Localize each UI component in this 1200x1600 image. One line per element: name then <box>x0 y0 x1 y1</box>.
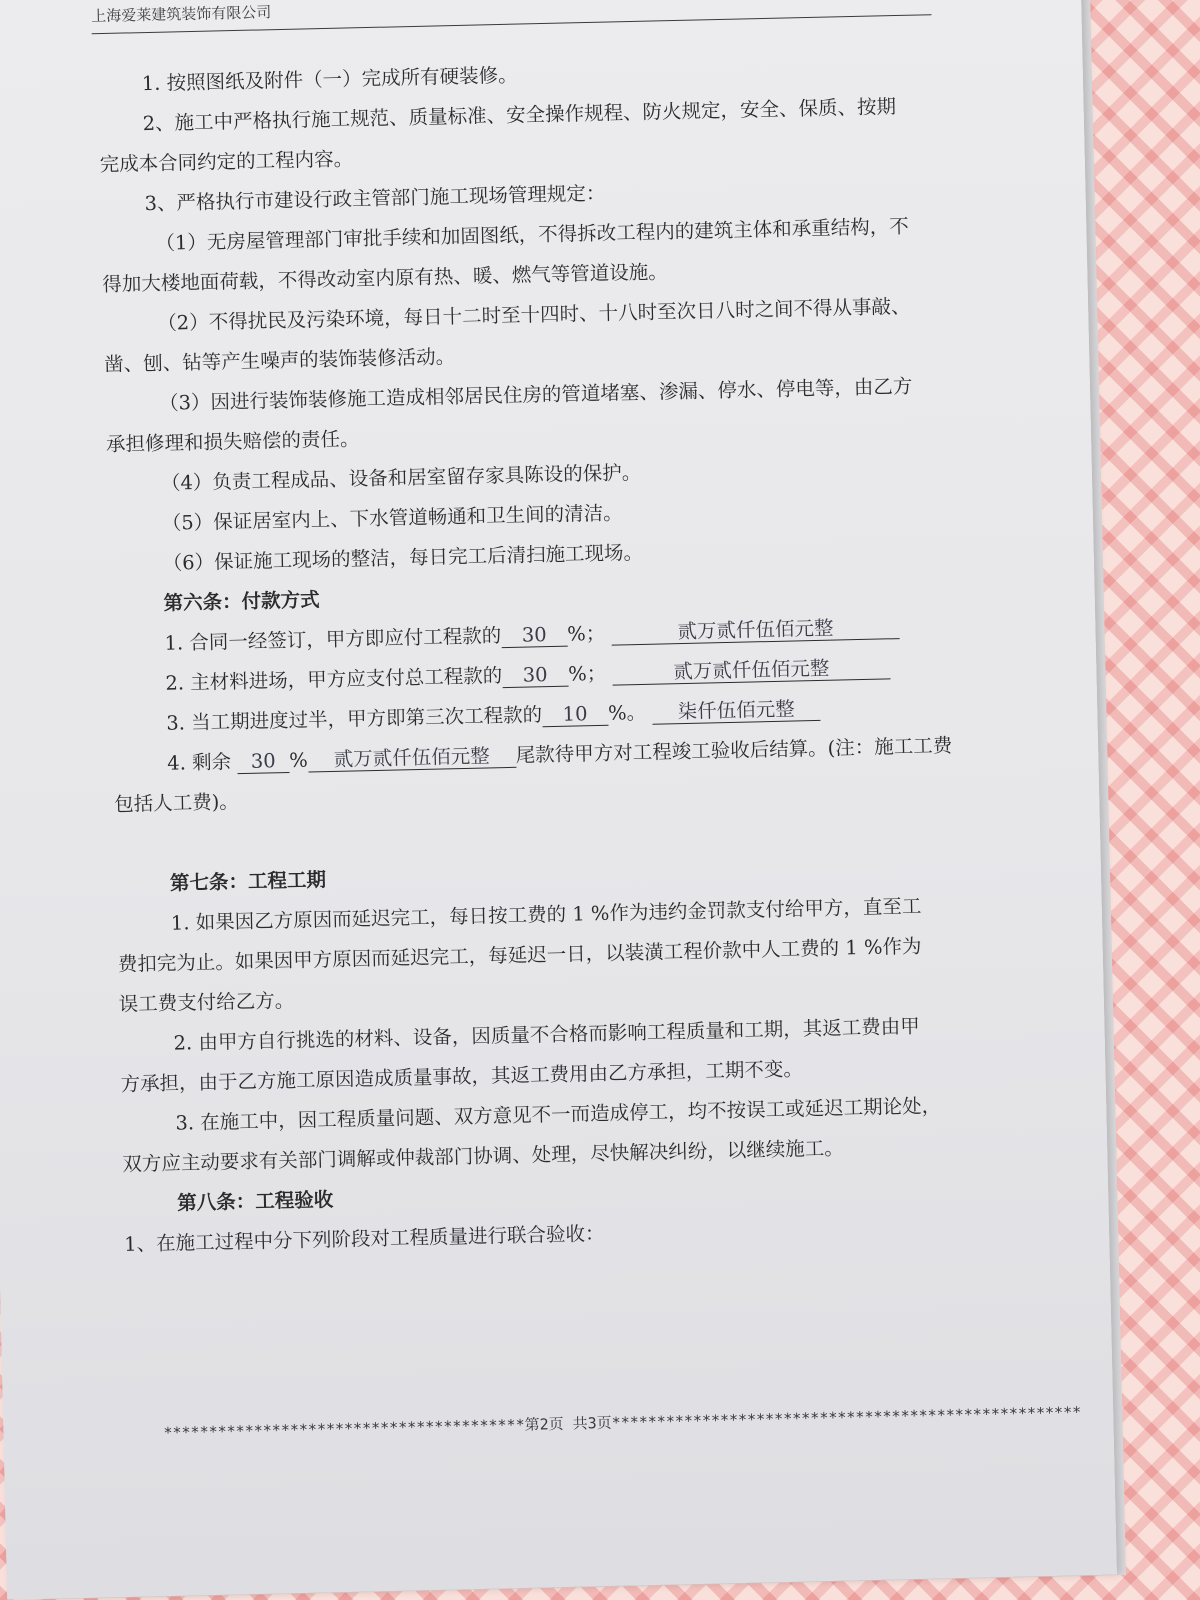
payment-row-4-unit: % <box>288 748 309 772</box>
sub-item-1-cont: 得加大楼地面荷载，不得改动室内原有热、暖、燃气等管道设施。 <box>102 260 669 297</box>
company-header: 上海爱莱建筑装饰有限公司 <box>91 3 272 26</box>
payment-row-4-cont: 包括人工费)。 <box>113 790 240 816</box>
acceptance-heading: 第八条：工程验收 <box>176 1188 334 1215</box>
schedule-para-1: 1. 如果因乙方原因而延迟完工，每日按工费的 1 %作为违约金罚款支付给甲方，直至工 <box>170 894 922 935</box>
schedule-para-3: 3. 在施工中，因工程质量问题、双方意见不一而造成停工，均不按误工或延迟工期论处， <box>175 1094 942 1135</box>
payment-row-4-percent: 30 <box>237 750 290 774</box>
payment-row-3-text: 3. 当工期进度过半，甲方即第三次工程款的 <box>166 703 543 735</box>
sub-item-2: （2）不得扰民及污染环境，每日十二时至十四时、十八时至次日八时之间不得从事敲、 <box>157 294 911 335</box>
sub-item-4: （4）负责工程成品、设备和居室留存家具陈设的保护。 <box>160 460 642 495</box>
payment-row-4-suffix: 尾款待甲方对工程竣工验收后结算。(注：施工工费 <box>515 733 953 767</box>
clause-item-2-cont: 完成本合同约定的工程内容。 <box>99 147 354 177</box>
schedule-heading: 第七条：工程工期 <box>169 868 327 895</box>
sub-item-6: （6）保证施工现场的整洁，每日完工后清扫施工现场。 <box>162 540 644 575</box>
contract-body <box>97 44 1059 1265</box>
clause-item-3: 3、严格执行市建设行政主管部门施工现场管理规定： <box>144 181 606 216</box>
payment-row-1-amount: 贰万贰仟伍佰元整 <box>611 616 899 646</box>
schedule-para-2-cont: 方承担，由于乙方施工原因造成质量事故，其返工费用由乙方承担，工期不变。 <box>120 1057 804 1096</box>
clause-item-1: 1. 按照图纸及附件（一）完成所有硬装修。 <box>141 63 518 96</box>
payment-row-3-percent: 10 <box>542 703 609 727</box>
schedule-para-1-end: 误工费支付给乙方。 <box>118 988 295 1016</box>
schedule-para-3-cont: 双方应主动要求有关部门调解或仲裁部门协调、处理，尽快解决纠纷，以继续施工。 <box>122 1136 844 1176</box>
sub-item-3-cont: 承担修理和损失赔偿的责任。 <box>105 427 360 457</box>
payment-row-3-suffix: %。 <box>607 700 647 725</box>
payment-row-1-text: 1. 合同一经签订，甲方即应付工程款的 <box>164 624 502 655</box>
sub-item-2-cont: 凿、刨、钻等产生噪声的装饰装修活动。 <box>103 345 456 377</box>
payment-row-1-suffix: %； <box>566 621 606 646</box>
payment-heading: 第六条：付款方式 <box>163 588 320 615</box>
payment-row-2-amount: 贰万贰仟伍佰元整 <box>612 656 890 685</box>
sub-item-5: （5）保证居室内上、下水管道畅通和卫生间的清洁。 <box>161 501 623 535</box>
payment-row-2-suffix: %； <box>567 661 607 686</box>
payment-row-2-percent: 30 <box>502 664 569 688</box>
payment-row-4-text: 4. 剩余 <box>167 750 232 775</box>
sub-item-1: （1）无房屋管理部门审批手续和加固图纸，不得拆改工程内的建筑主体和承重结构，不 <box>155 214 909 255</box>
payment-row-4-amount: 贰万贰仟伍佰元整 <box>308 745 516 773</box>
sub-item-3: （3）因进行装饰装修施工造成相邻居民住房的管道堵塞、渗漏、停水、停电等，由乙方 <box>158 374 913 415</box>
page-footer: ****************************************第2页 共3页**************************************************** <box>163 1403 1082 1442</box>
schedule-para-2: 2. 由甲方自行挑选的材料、设备，因质量不合格而影响工程质量和工期，其返工费由甲 <box>173 1014 921 1055</box>
payment-row-2-text: 2. 主材料进场，甲方应支付总工程款的 <box>165 664 503 695</box>
payment-row-3-amount: 柒仟伍佰元整 <box>652 698 820 725</box>
clause-item-2: 2、施工中严格执行施工规范、质量标准、安全操作规程、防火规定，安全、保质、按期 <box>142 95 897 136</box>
payment-row-1-percent: 30 <box>501 624 568 648</box>
schedule-para-1-cont: 费扣完为止。如果因甲方原因而延迟完工，每延迟一日，以装潢工程价款中人工费的 1 %作为 <box>117 934 922 976</box>
acceptance-para-1: 1、在施工过程中分下列阶段对工程质量进行联合验收： <box>123 1221 605 1256</box>
